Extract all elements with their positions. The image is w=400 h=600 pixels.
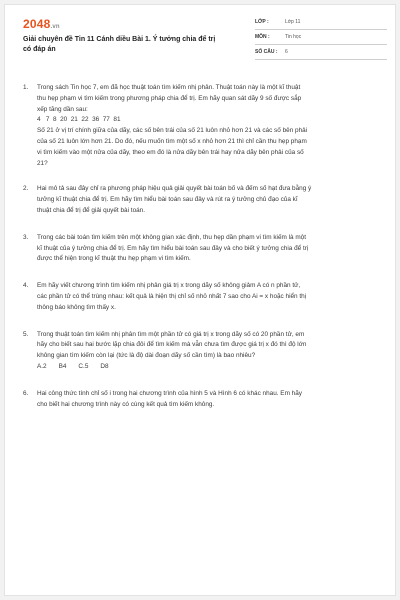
meta-key: LỚP : [255, 19, 269, 25]
text-line: Trong thuật toán tìm kiếm nhị phân tìm một phần tử có giá trị x trong dãy số có 20 phần tử, em [37, 330, 305, 338]
number-sequence: 4 7 8 20 21 22 36 77 81 [37, 116, 121, 124]
site-logo[interactable] [23, 17, 60, 31]
question-number: 4. [23, 282, 29, 290]
question-text [37, 184, 383, 216]
question-number: 2. [23, 185, 29, 193]
text-line: Em hãy viết chương trình tìm kiếm nhị phân giá trị x trong dãy số không giảm A có n phần tử, [37, 282, 301, 290]
question-text [37, 281, 383, 313]
meta-table [255, 15, 387, 60]
title-line: có đáp án [23, 46, 56, 53]
logo-main: 2048 [23, 17, 51, 31]
answer-options [37, 362, 383, 373]
question-1 [23, 83, 383, 169]
text-line: Hai mô tả sau đây chỉ ra phương pháp hiệu quả giải quyết bài toán bố và đếm số hạt đưa bằng ý [37, 185, 312, 193]
document-title [23, 35, 243, 55]
meta-value: Tin học [285, 34, 302, 40]
meta-row-grade [255, 15, 387, 30]
meta-value: 6 [285, 49, 288, 55]
logo-tld: .vn [50, 24, 60, 30]
question-text [37, 389, 383, 411]
question-text [37, 83, 383, 169]
text-line: 21? [37, 159, 48, 167]
document-page [4, 4, 396, 596]
text-line: cho biết hai chương trình này có cùng kết quả tìm kiếm không. [37, 400, 215, 408]
question-4 [23, 281, 383, 313]
option-a: A.2 [37, 362, 47, 370]
question-5 [23, 330, 383, 373]
text-line: Trong các bài toán tìm kiếm trên một không gian xác định, thu hẹp dần phạm vi tìm kiếm là một [37, 233, 307, 241]
text-line: Số 21 ở vị trí chính giữa của dãy, các số bên trái của số 21 luôn nhỏ hơn 21 và các số bên phải [37, 127, 308, 135]
option-c: C.5 [78, 362, 89, 370]
text-line: kĩ thuật của ý tưởng chia để trị. Em hãy tìm hiểu bài toán sau đây và cho biết ý tưởng chia để trị [37, 244, 309, 252]
text-line: vi tìm kiếm vào một nửa của dãy, theo em đó là nửa dãy bên trái hay nửa dãy bên phải của số [37, 148, 304, 156]
text-line: thông báo không tìm thấy x. [37, 303, 116, 311]
text-line: được thể hiện trong kĩ thuật thu hẹp phạm vi tìm kiếm. [37, 255, 191, 263]
text-line: tưởng kĩ thuật chia để trị. Em hãy tìm hiểu bài toán sau đây và rút ra ý tưởng chủ đạo của kĩ [37, 196, 298, 204]
text-line: của số 21 luôn lớn hơn 21. Do đó, nếu muốn tìm một số x nhỏ hơn 21 thì chỉ cần thu hẹp phạm [37, 137, 307, 145]
meta-row-subject [255, 30, 387, 45]
question-6 [23, 389, 383, 411]
text-line: không gian tìm kiếm còn lại (tức là độ dài đoạn dãy số cần tìm) là bao nhiêu? [37, 352, 256, 360]
text-line: xếp tăng dần sau: [37, 105, 88, 113]
question-text [37, 330, 383, 373]
question-number: 6. [23, 389, 29, 397]
document-header [5, 5, 395, 67]
title-line: Giải chuyên đề Tin 11 Cánh diều Bài 1. Ý tưởng chia để trị [23, 36, 216, 43]
text-line: thu hẹp phạm vi tìm kiếm trong phương pháp chia để trị. Em hãy quan sát dãy 9 số được sắp [37, 94, 302, 102]
question-number: 5. [23, 330, 29, 338]
text-line: thuật chia để trị để giải quyết bài toán. [37, 206, 146, 214]
meta-key: MÔN : [255, 34, 270, 40]
question-2 [23, 184, 383, 216]
option-b: B4 [58, 362, 67, 370]
question-3 [23, 233, 383, 265]
text-line: hãy cho biết sau hai bước lặp chia đôi để tìm kiếm mà vẫn chưa tìm được giá trị x đó thì độ lớn [37, 341, 307, 349]
meta-row-count [255, 45, 387, 60]
meta-key: SỐ CÂU : [255, 49, 278, 55]
question-list [23, 83, 383, 410]
text-line: Hai công thức tính chỉ số i trong hai chương trình của hình 5 và Hình 6 có khác nhau. Em hãy [37, 389, 302, 397]
text-line: Trong sách Tin học 7, em đã học thuật toán tìm kiếm nhị phân. Thuật toán này là một kĩ thuật [37, 84, 301, 91]
text-line: các phần tử có thể trùng nhau: kết quả là hiện thị chỉ số nhỏ nhất 7 sao cho Ai = x hoặc hiển thị [37, 292, 307, 300]
question-number: 3. [23, 233, 29, 241]
option-d: D8 [100, 362, 109, 370]
meta-value: Lớp 11 [285, 19, 301, 25]
question-text [37, 233, 383, 265]
question-number: 1. [23, 84, 29, 91]
